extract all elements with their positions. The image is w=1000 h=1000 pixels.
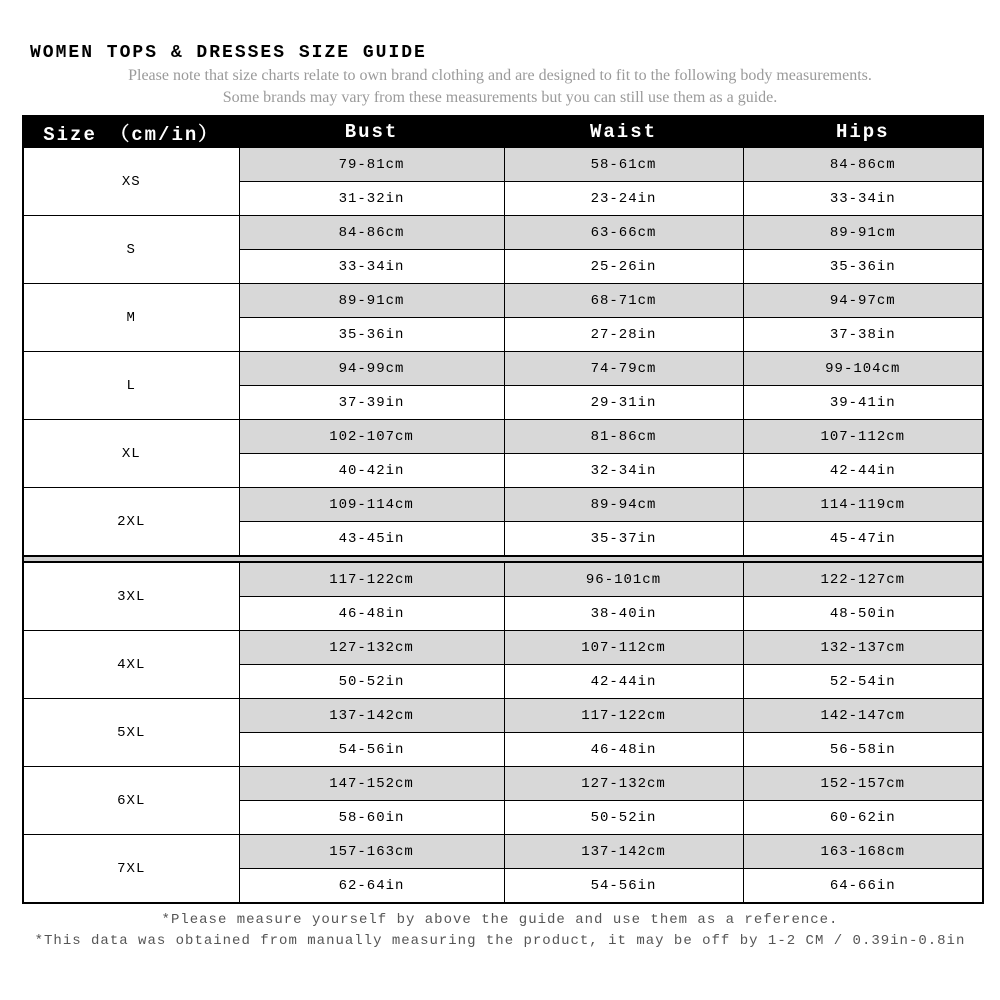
bust-in-cell: 40-42in <box>239 454 504 488</box>
waist-cm-cell: 117-122cm <box>504 699 743 733</box>
table-row-6xl-cm <box>23 767 983 801</box>
bust-in-cell: 43-45in <box>239 522 504 557</box>
waist-cm-cell: 74-79cm <box>504 352 743 386</box>
column-header-bust: Bust <box>239 116 504 148</box>
waist-in-cell: 27-28in <box>504 318 743 352</box>
footnote-line-1: *Please measure yourself by above the guide and use them as a reference. <box>161 912 839 928</box>
hips-cm-cell: 132-137cm <box>743 631 983 665</box>
table-row-xl-cm <box>23 420 983 454</box>
subtitle-line-1: Please note that size charts relate to own brand clothing and are designed to fit to the following body measurements. <box>128 67 872 84</box>
bust-in-cell: 46-48in <box>239 597 504 631</box>
hips-cm-cell: 99-104cm <box>743 352 983 386</box>
waist-in-cell: 32-34in <box>504 454 743 488</box>
hips-in-cell: 42-44in <box>743 454 983 488</box>
column-header-hips: Hips <box>743 116 983 148</box>
column-header-size: Size （cm/in） <box>23 116 239 148</box>
table-row-3xl-cm <box>23 562 983 597</box>
hips-cm-cell: 89-91cm <box>743 216 983 250</box>
hips-cm-cell: 152-157cm <box>743 767 983 801</box>
bust-in-cell: 33-34in <box>239 250 504 284</box>
bust-cm-cell: 84-86cm <box>239 216 504 250</box>
size-label-cell: 5XL <box>23 699 239 767</box>
page-title: WOMEN TOPS & DRESSES SIZE GUIDE <box>30 43 427 63</box>
bust-cm-cell: 102-107cm <box>239 420 504 454</box>
waist-in-cell: 23-24in <box>504 182 743 216</box>
waist-in-cell: 35-37in <box>504 522 743 557</box>
size-label-cell: 6XL <box>23 767 239 835</box>
waist-cm-cell: 107-112cm <box>504 631 743 665</box>
hips-in-cell: 56-58in <box>743 733 983 767</box>
waist-cm-cell: 58-61cm <box>504 148 743 182</box>
waist-in-cell: 54-56in <box>504 869 743 904</box>
bust-cm-cell: 89-91cm <box>239 284 504 318</box>
waist-in-cell: 46-48in <box>504 733 743 767</box>
hips-in-cell: 35-36in <box>743 250 983 284</box>
hips-cm-cell: 84-86cm <box>743 148 983 182</box>
bust-cm-cell: 147-152cm <box>239 767 504 801</box>
subtitle-line-2: Some brands may vary from these measurements but you can still use them as a guide. <box>222 89 778 106</box>
waist-in-cell: 25-26in <box>504 250 743 284</box>
hips-cm-cell: 114-119cm <box>743 488 983 522</box>
hips-in-cell: 48-50in <box>743 597 983 631</box>
size-label-cell: 2XL <box>23 488 239 557</box>
hips-in-cell: 64-66in <box>743 869 983 904</box>
table-row-l-cm <box>23 352 983 386</box>
waist-cm-cell: 89-94cm <box>504 488 743 522</box>
waist-cm-cell: 81-86cm <box>504 420 743 454</box>
hips-in-cell: 60-62in <box>743 801 983 835</box>
table-row-5xl-cm <box>23 699 983 733</box>
bust-cm-cell: 117-122cm <box>239 562 504 597</box>
hips-in-cell: 37-38in <box>743 318 983 352</box>
column-header-waist: Waist <box>504 116 743 148</box>
hips-cm-cell: 142-147cm <box>743 699 983 733</box>
bust-cm-cell: 157-163cm <box>239 835 504 869</box>
bust-in-cell: 62-64in <box>239 869 504 904</box>
bust-cm-cell: 127-132cm <box>239 631 504 665</box>
waist-in-cell: 29-31in <box>504 386 743 420</box>
table-row-xs-cm <box>23 148 983 182</box>
size-label-cell: 3XL <box>23 562 239 631</box>
bust-in-cell: 37-39in <box>239 386 504 420</box>
table-header-row <box>23 116 983 148</box>
waist-cm-cell: 63-66cm <box>504 216 743 250</box>
table-row-2xl-cm <box>23 488 983 522</box>
hips-in-cell: 45-47in <box>743 522 983 557</box>
hips-cm-cell: 163-168cm <box>743 835 983 869</box>
size-chart-table <box>22 115 984 904</box>
size-label-cell: M <box>23 284 239 352</box>
size-label-cell: 7XL <box>23 835 239 904</box>
size-label-cell: L <box>23 352 239 420</box>
hips-cm-cell: 122-127cm <box>743 562 983 597</box>
table-row-7xl-cm <box>23 835 983 869</box>
size-label-cell: XL <box>23 420 239 488</box>
hips-in-cell: 33-34in <box>743 182 983 216</box>
table-row-s-cm <box>23 216 983 250</box>
bust-in-cell: 31-32in <box>239 182 504 216</box>
table-row-m-cm <box>23 284 983 318</box>
size-label-cell: 4XL <box>23 631 239 699</box>
waist-in-cell: 50-52in <box>504 801 743 835</box>
hips-cm-cell: 107-112cm <box>743 420 983 454</box>
waist-cm-cell: 68-71cm <box>504 284 743 318</box>
bust-in-cell: 35-36in <box>239 318 504 352</box>
footnote-line-2: *This data was obtained from manually measuring the product, it may be off by 1-2 CM / 0.39in-0.8in <box>34 933 966 949</box>
waist-cm-cell: 127-132cm <box>504 767 743 801</box>
waist-cm-cell: 137-142cm <box>504 835 743 869</box>
bust-cm-cell: 94-99cm <box>239 352 504 386</box>
hips-in-cell: 39-41in <box>743 386 983 420</box>
waist-cm-cell: 96-101cm <box>504 562 743 597</box>
size-label-cell: S <box>23 216 239 284</box>
bust-cm-cell: 79-81cm <box>239 148 504 182</box>
hips-cm-cell: 94-97cm <box>743 284 983 318</box>
table-row-4xl-cm <box>23 631 983 665</box>
size-label-cell: XS <box>23 148 239 216</box>
bust-in-cell: 58-60in <box>239 801 504 835</box>
bust-in-cell: 54-56in <box>239 733 504 767</box>
waist-in-cell: 38-40in <box>504 597 743 631</box>
bust-cm-cell: 109-114cm <box>239 488 504 522</box>
bust-in-cell: 50-52in <box>239 665 504 699</box>
waist-in-cell: 42-44in <box>504 665 743 699</box>
hips-in-cell: 52-54in <box>743 665 983 699</box>
bust-cm-cell: 137-142cm <box>239 699 504 733</box>
